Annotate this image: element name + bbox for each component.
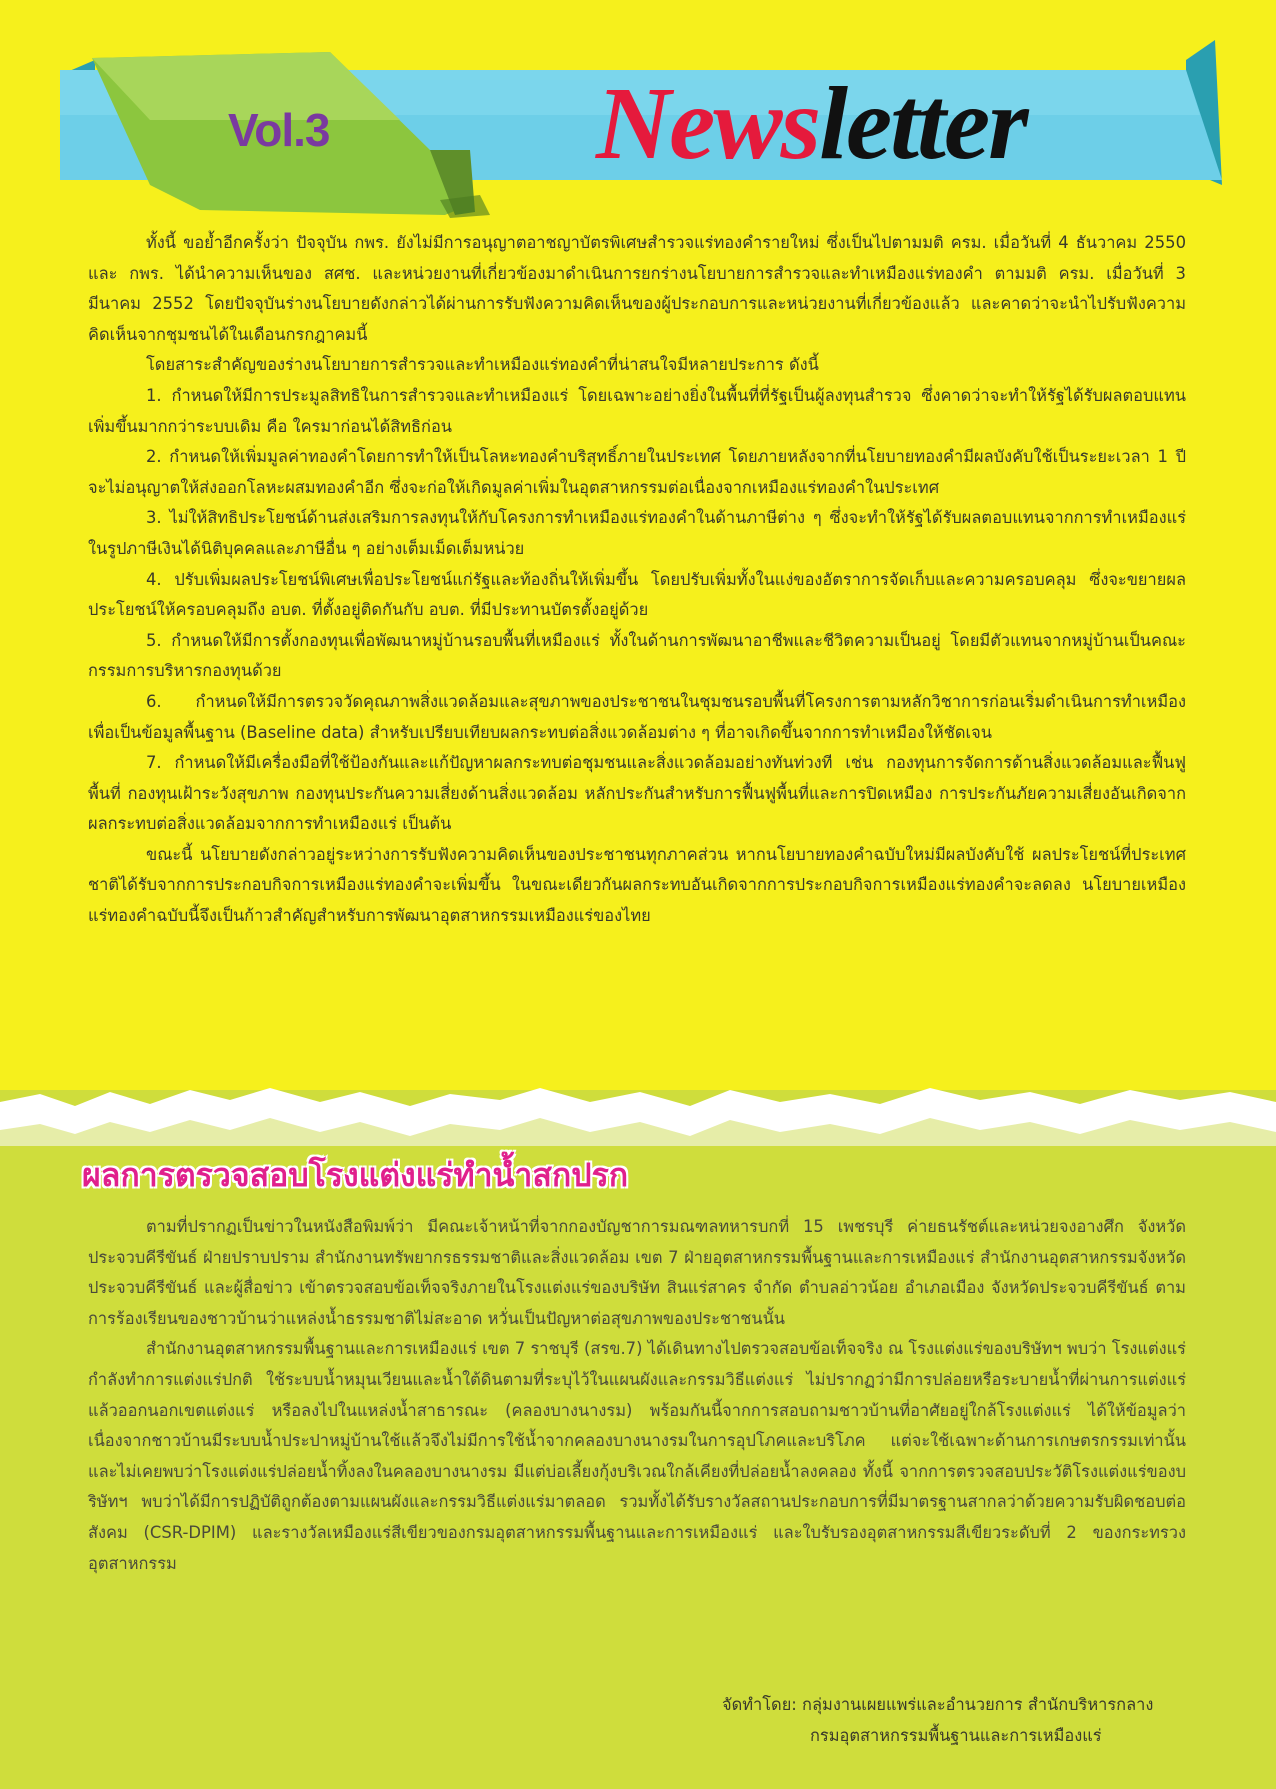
title-letter: letter (819, 66, 1027, 181)
inspection-article (88, 1212, 1186, 1579)
paragraph: 7. กำหนดให้มีเครื่องมือที่ใช้ป้องกันและแก้ปัญหาผลกระทบต่อชุมชนและสิ่งแวดล้อมอย่างทันท่วงที เช่น กองทุนการจัดการด้านสิ่งแวดล้อมและฟื้นฟูพื้นที่ กองทุนเฝ้าระวังสุขภาพ กองทุนประกันความเสี่ยงด้านสิ่งแวดล้อม หลักประกันสำหรับการฟื้นฟูพื้นที่และการปิดเหมือง การประกันภัยความเสี่ยงอันเกิดจากผลกระทบต่อสิ่งแวดล้อมจากการทำเหมืองแร่ เป็นต้น (88, 753, 1186, 834)
paragraph: โดยสาระสำคัญของร่างนโยบายการสำรวจและทำเหมืองแร่ทองคำที่น่าสนใจมีหลายประการ ดังนี้ (146, 355, 819, 375)
paragraph: 2. กำหนดให้เพิ่มมูลค่าทองคำโดยการทำให้เป็นโลหะทองคำบริสุทธิ์ภายในประเทศ โดยภายหลังจากที่นโยบายทองคำมีผลบังคับใช้เป็นระยะเวลา 1 ปี จะไม่อนุญาตให้ส่งออกโลหะผสมทองคำอีก ซึ่งจะก่อให้เกิดมูลค่าเพิ่มในอุตสาหกรรมต่อเนื่องจากเหมืองแร่ทองคำในประเทศ (88, 447, 1186, 497)
title-news: News (596, 66, 820, 181)
policy-article (88, 228, 1186, 932)
section-heading: ผลการตรวจสอบโรงแต่งแร่ทำน้ำสกปรก (82, 1156, 629, 1194)
credit-line-2: กรมอุตสาหกรรมพื้นฐานและการเหมืองแร่ (810, 1725, 1102, 1745)
paragraph: 6. กำหนดให้มีการตรวจวัดคุณภาพสิ่งแวดล้อมและสุขภาพของประชาชนในชุมชนรอบพื้นที่โครงการตามหลักวิชาการก่อนเริ่มดำเนินการทำเหมือง เพื่อเป็นข้อมูลพื้นฐาน (Baseline data) สำหรับเปรียบเทียบผลกระทบต่อสิ่งแวดล้อมต่าง ๆ ที่อาจเกิดขึ้นจากการทำเหมืองให้ชัดเจน (88, 691, 1186, 742)
paragraph: ขณะนี้ นโยบายดังกล่าวอยู่ระหว่างการรับฟังความคิดเห็นของประชาชนทุกภาคส่วน หากนโยบายทองคำฉบับใหม่มีผลบังคับใช้ ผลประโยชน์ที่ประเทศชาติได้รับจากการประกอบกิจการเหมืองแร่ทองคำจะเพิ่มขึ้น ในขณะเดียวกันผลกระทบอันเกิดจากการประกอบกิจการเหมืองแร่ทองคำจะลดลง นโยบายเหมืองแร่ทองคำฉบับนี้จึงเป็นก้าวสำคัญสำหรับการพัฒนาอุตสาหกรรมเหมืองแร่ของไทย (88, 844, 1186, 926)
torn-paper-edge (0, 1080, 1276, 1160)
paragraph: 3. ไม่ให้สิทธิประโยชน์ด้านส่งเสริมการลงทุนให้กับโครงการทำเหมืองแร่ทองคำในด้านภาษีต่าง ๆ ซึ่งจะทำให้รัฐได้รับผลตอบแทนจากการทำเหมืองแร่ในรูปภาษีเงินได้นิติบุคคลและภาษีอื่น ๆ อย่างเต็มเม็ดเต็มหน่วย (88, 508, 1186, 558)
paragraph: ตามที่ปรากฏเป็นข่าวในหนังสือพิมพ์ว่า มีคณะเจ้าหน้าที่จากกองบัญชาการมณฑลทหารบกที่ 15 เพชรบุรี ค่ายธนรัชต์และหน่วยจงอางศึก จังหวัดประจวบคีรีขันธ์ ฝ่ายปราบปราม สำนักงานทรัพยากรธรรมชาติและสิ่งแวดล้อม เขต 7 ฝ่ายอุตสาหกรรมพื้นฐานและการเหมืองแร่ สำนักงานอุตสาหกรรมจังหวัดประจวบคีรีขันธ์ และผู้สื่อข่าว เข้าตรวจสอบข้อเท็จจริงภายในโรงแต่งแร่ของบริษัท สินแร่สาคร จำกัด ตำบลอ่าวน้อย อำเภอเมือง จังหวัดประจวบคีรีขันธ์ ตามการร้องเรียนของชาวบ้านว่าแหล่งน้ำธรรมชาติไม่สะอาด หวั่นเป็นปัญหาต่อสุขภาพของประชาชนนั้น (88, 1217, 1186, 1328)
paragraph: 5. กำหนดให้มีการตั้งกองทุนเพื่อพัฒนาหมู่บ้านรอบพื้นที่เหมืองแร่ ทั้งในด้านการพัฒนาอาชีพและชีวิตความเป็นอยู่ โดยมีตัวแทนจากหมู่บ้านเป็นคณะกรรมการบริหารกองทุนด้วย (88, 630, 1186, 681)
paragraph: ทั้งนี้ ขอย้ำอีกครั้งว่า ปัจจุบัน กพร. ยังไม่มีการอนุญาตอาชญาบัตรพิเศษสำรวจแร่ทองคำรายใหม่ ซึ่งเป็นไปตามมติ ครม. เมื่อวันที่ 4 ธันวาคม 2550 และ กพร. ได้นำความเห็นของ สศช. และหน่วยงานที่เกี่ยวข้องมาดำเนินการยกร่างนโยบายการสำรวจและทำเหมืองแร่ทองคำ ตามมติ ครม. เมื่อวันที่ 3 มีนาคม 2552 โดยปัจจุบันร่างนโยบายดังกล่าวได้ผ่านการรับฟังความคิดเห็นของผู้ประกอบการและหน่วยงานที่เกี่ยวข้องแล้ว และคาดว่าจะนำไปรับฟังความคิดเห็นจากชุมชนได้ในเดือนกรกฎาคมนี้ (88, 233, 1186, 344)
paragraph: 1. กำหนดให้มีการประมูลสิทธิในการสำรวจและทำเหมืองแร่ โดยเฉพาะอย่างยิ่งในพื้นที่ที่รัฐเป็นผู้ลงทุนสำรวจ ซึ่งคาดว่าจะทำให้รัฐได้รับผลตอบแทนเพิ่มขึ้นมากกว่าระบบเดิม คือ ใครมาก่อนได้สิทธิก่อน (88, 385, 1186, 436)
volume-label: Vol.3 (228, 104, 330, 156)
paragraph: สำนักงานอุตสาหกรรมพื้นฐานและการเหมืองแร่ เขต 7 ราชบุรี (สรข.7) ได้เดินทางไปตรวจสอบข้อเท็จจริง ณ โรงแต่งแร่ของบริษัทฯ พบว่า โรงแต่งแร่กำลังทำการแต่งแร่ปกติ ใช้ระบบน้ำหมุนเวียนและน้ำใต้ดินตามที่ระบุไว้ในแผนผังและกรรมวิธีแต่งแร่ ไม่ปรากฏว่ามีการปล่อยหรือระบายน้ำที่ผ่านการแต่งแร่แล้วออกนอกเขตแต่งแร่ หรือลงไปในแหล่งน้ำสาธารณะ (คลองบางนางรม) พร้อมกันนี้จากการสอบถามชาวบ้านที่อาศัยอยู่ใกล้โรงแต่งแร่ ได้ให้ข้อมูลว่า เนื่องจากชาวบ้านมีระบบน้ำประปาหมู่บ้านใช้แล้วจึงไม่มีการใช้น้ำจากคลองบางนางรมในการอุปโภคและบริโภค แต่จะใช้เฉพาะด้านการเกษตรกรรมเท่านั้น และไม่เคยพบว่าโรงแต่งแร่ปล่อยน้ำทิ้งลงในคลองบางนางรม มีแต่บ่อเลี้ยงกุ้งบริเวณใกล้เคียงที่ปล่อยน้ำลงคลอง ทั้งนี้ จากการตรวจสอบประวัติโรงแต่งแร่ของบริษัทฯ พบว่าได้มีการปฏิบัติถูกต้องตามแผนผังและกรรมวิธีแต่งแร่มาตลอด รวมทั้งได้รับรางวัลสถานประกอบการที่มีมาตรฐานสากลว่าด้วยความรับผิดชอบต่อสังคม (CSR-DPIM) และรางวัลเหมืองแร่สีเขียวของกรมอุตสาหกรรมพื้นฐานและการเหมืองแร่ และใบรับรองอุตสาหกรรมสีเขียวระดับที่ 2 ของกระทรวงอุตสาหกรรม (88, 1339, 1186, 1573)
credit-line-1: จัดทำโดย: กลุ่มงานเผยแพร่และอำนวยการ สำนักบริหารกลาง (722, 1695, 1154, 1714)
newsletter-title (596, 66, 1027, 181)
credit-block (722, 1690, 1153, 1751)
paragraph: 4. ปรับเพิ่มผลประโยชน์พิเศษเพื่อประโยชน์แก่รัฐและท้องถิ่นให้เพิ่มขึ้น โดยปรับเพิ่มทั้งในแง่ของอัตราการจัดเก็บและความครอบคลุม ซึ่งจะขยายผลประโยชน์ให้ครอบคลุมถึง อบต. ที่ตั้งอยู่ติดกันกับ อบต. ที่มีประทานบัตรตั้งอยู่ด้วย (88, 569, 1186, 620)
